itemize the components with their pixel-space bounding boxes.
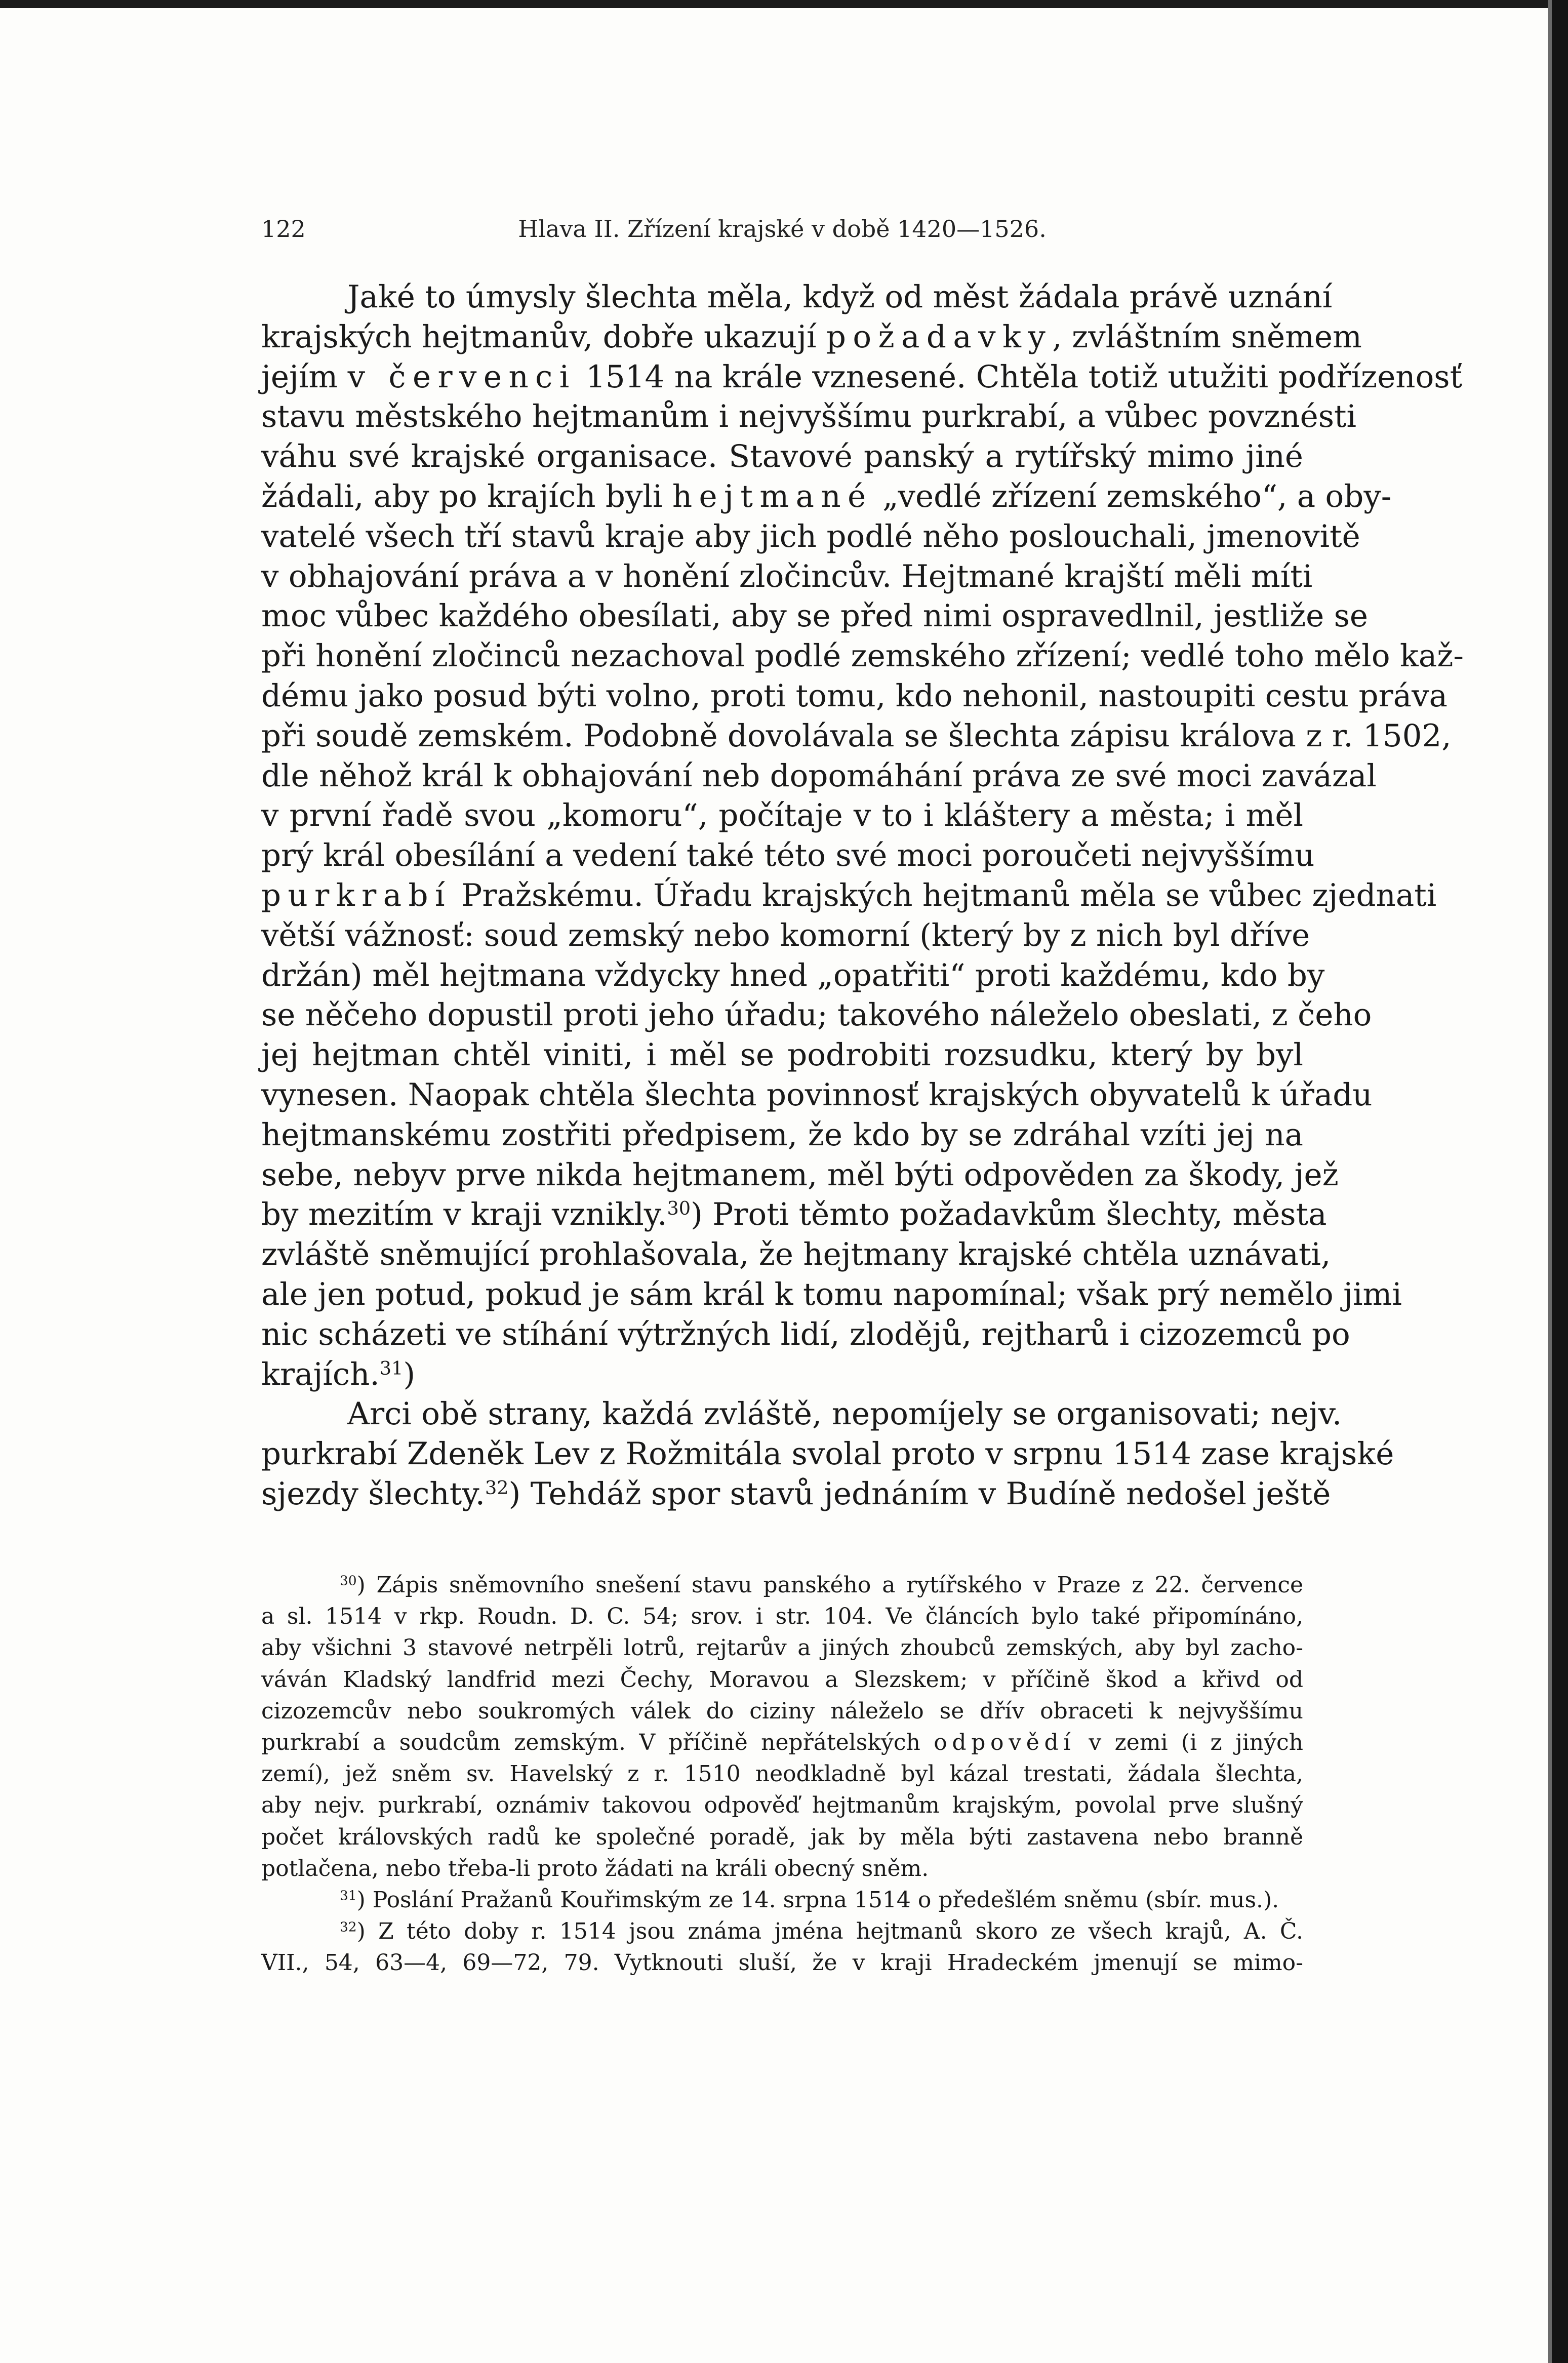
text-line: jej hejtman chtěl viniti, i měl se podrobiti rozsudku, který by byl (261, 1037, 1303, 1073)
scan-edge-right-inner (1548, 0, 1552, 2363)
footnotes (261, 1570, 1303, 1979)
text-line: stavu městského hejtmanům i nejvyššímu purkrabí, a vůbec povznésti (261, 398, 1357, 435)
footnote-number: 31 (340, 1888, 357, 1904)
spaced-emphasis: odpovědí (934, 1729, 1076, 1755)
footnote-line: $^{31}$) Poslání Pražanů Kouřimským ze 14. srpna 1514 o předešlém sněmu (sbír. mus.). (340, 1887, 1279, 1913)
text-line: při soudě zemském. Podobně dovolávala se šlechta zápisu králova z r. 1502, (261, 717, 1452, 754)
footnote-line: $^{30}$) Zápis sněmovního snešení stavu panského a rytířského v Praze z 22. července (340, 1572, 1303, 1598)
main-text (261, 277, 1464, 1514)
footnote-line: aby nejv. purkrabí, oznámiv takovou odpověď hejtmanům krajským, povolal prve slušný (261, 1792, 1303, 1819)
text-line: purkrabí Zdeněk Lev z Rožmitála svolal proto v srpnu 1514 zase krajské (261, 1436, 1394, 1472)
footnote-line: váván Kladský landfrid mezi Čechy, Moravou a Slezskem; v příčině škod a křivd od (261, 1666, 1303, 1693)
text-line: se něčeho dopustil proti jeho úřadu; takového náleželo obeslati, z čeho (261, 997, 1372, 1033)
footnote-line: zemí), jež sněm sv. Havelský z r. 1510 neodkladně byl kázal trestati, žádala šlechta, (261, 1761, 1303, 1787)
footnote-line: VII., 54, 63—4, 69—72, 79. Vytknouti sluší, že v kraji Hradeckém jmenují se mimo- (261, 1950, 1303, 1976)
spaced-emphasis: požadavky (826, 318, 1053, 355)
text-line: prý král obesílání a vedení také této své moci poroučeti nejvyššímu (261, 837, 1315, 874)
text-line: moc vůbec každého obesílati, aby se před nimi ospravedlnil, jestliže se (261, 598, 1368, 634)
text-line: sjezdy šlechty.$^{32}$) Tehdáž spor stavů jednáním v Budíně nedošel ještě (261, 1475, 1331, 1512)
text-line: v obhajování práva a v honění zločincův. Hejtmané krajští měli míti (261, 558, 1313, 594)
running-title: Hlava II. Zřízení krajské v době 1420—1526. (518, 215, 1047, 243)
footnote-line: a sl. 1514 v rkp. Roudn. D. C. 54; srov. i str. 104. Ve článcích bylo také připomínáno, (261, 1604, 1303, 1630)
text-line: v první řadě svou „komoru“, počítaje v to i kláštery a města; i měl (261, 797, 1303, 834)
spaced-emphasis: purkrabí (261, 877, 452, 913)
text-line: jejím v červenci 1514 na krále vznesené. Chtěla totiž utužiti podřízenosť (261, 358, 1463, 395)
scan-edge-top (0, 0, 1568, 8)
text-line: dému jako posud býti volno, proti tomu, kdo nehonil, nastoupiti cestu práva (261, 677, 1448, 714)
text-line: držán) měl hejtmana vždycky hned „opatřiti“ proti každému, kdo by (261, 957, 1325, 993)
footnote-ref: 30 (667, 1197, 691, 1220)
text-line: větší vážnosť: soud zemský nebo komorní (který by z nich byl dříve (261, 917, 1310, 953)
text-line: by mezitím v kraji vznikly.$^{30}$) Proti těmto požadavkům šlechty, města (261, 1196, 1327, 1233)
text-line: hejtmanskému zostřiti předpisem, že kdo by se zdráhal vzíti jej na (261, 1116, 1303, 1153)
footnote-line: cizozemcův nebo soukromých válek do ciziny náleželo se dřív obraceti k nejvyššímu (261, 1698, 1303, 1724)
text-line: při honění zločinců nezachoval podlé zemského zřízení; vedlé toho mělo kaž- (261, 638, 1464, 674)
text-line: purkrabí Pražskému. Úřadu krajských hejtmanů měla se vůbec zjednati (261, 877, 1437, 913)
footnote-number: 30 (340, 1573, 357, 1589)
footnote-line: potlačena, nebo třeba-li proto žádati na králi obecný sněm. (261, 1855, 929, 1881)
text-line: krajích.$^{31}$) (261, 1356, 416, 1392)
text-line: ale jen potud, pokud je sám král k tomu napomínal; však prý nemělo jimi (261, 1276, 1402, 1312)
page-header (261, 215, 1303, 251)
footnote-ref: 31 (379, 1357, 404, 1379)
spaced-emphasis: hejtmané (672, 478, 873, 514)
text-line: Arci obě strany, každá zvláště, nepomíjely se organisovati; nejv. (347, 1396, 1342, 1432)
page-number: 122 (261, 215, 306, 243)
footnote-number: 32 (340, 1919, 357, 1935)
text-line: žádali, aby po krajích byli hejtmané „vedlé zřízení zemského“, a oby- (261, 478, 1392, 514)
text-line: vatelé všech tří stavů kraje aby jich podlé něho poslouchali, jmenovitě (261, 518, 1360, 554)
footnote-line: $^{32}$) Z této doby r. 1514 jsou známa jména hejtmanů skoro ze všech krajů, A. Č. (340, 1918, 1303, 1945)
footnote-line: purkrabí a soudcům zemským. V příčině nepřátelských odpovědí v zemi (i z jiných (261, 1729, 1303, 1755)
footnote-line: počet královských radů ke společné poradě, jak by měla býti zastavena nebo branně (261, 1824, 1303, 1850)
spaced-emphasis: v červenci (347, 358, 576, 395)
text-line: sebe, nebyv prve nikda hejtmanem, měl býti odpověden za škody, jež (261, 1156, 1339, 1193)
scan-edge-right (1552, 0, 1568, 2363)
text-line: krajských hejtmanův, dobře ukazují požadavky, zvláštním sněmem (261, 318, 1362, 355)
text-line: nic scházeti ve stíhání výtržných lidí, zlodějů, rejtharů i cizozemců po (261, 1316, 1350, 1352)
text-line: vynesen. Naopak chtěla šlechta povinnosť krajských obyvatelů k úřadu (261, 1076, 1373, 1113)
text-line: Jaké to úmysly šlechta měla, když od měst žádala právě uznání (347, 279, 1333, 315)
footnote-line: aby všichni 3 stavové netrpěli lotrů, rejtarův a jiných zhoubců zemských, aby byl zacho- (261, 1635, 1303, 1661)
text-line: dle něhož král k obhajování neb dopomáhání práva ze své moci zavázal (261, 757, 1377, 794)
text-line: váhu své krajské organisace. Stavové panský a rytířský mimo jiné (261, 438, 1303, 475)
text-line: zvláště sněmující prohlašovala, že hejtmany krajské chtěla uznávati, (261, 1236, 1331, 1273)
footnote-ref: 32 (485, 1476, 509, 1499)
